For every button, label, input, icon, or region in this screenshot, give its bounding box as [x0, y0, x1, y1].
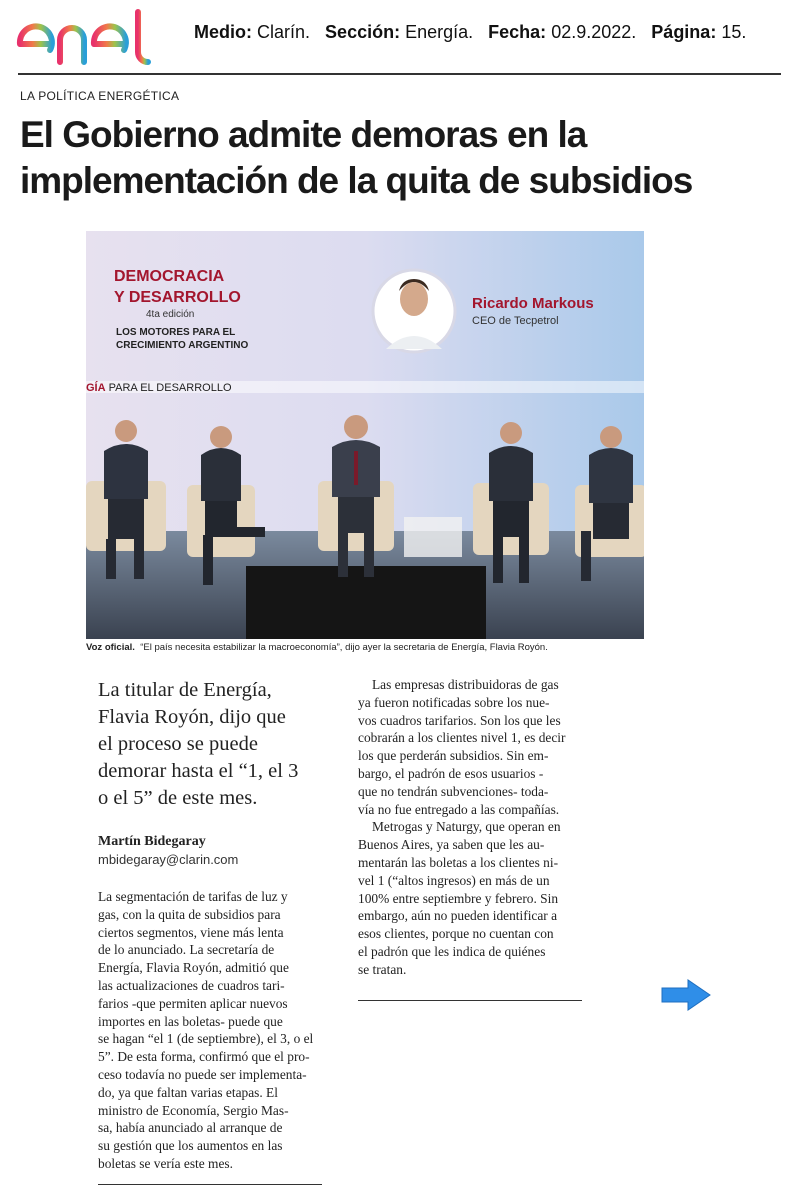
body-line: su gestión que los aumentos en las — [98, 1138, 283, 1154]
caption-text: “El país necesita estabilizar la macroeconomía”, dijo ayer la secretaria de Energía, Flavia Royón. — [140, 642, 548, 653]
body-line: do, ya que faltan varias etapas. El — [98, 1084, 278, 1100]
headline-line: El Gobierno admite demoras en la — [20, 114, 587, 155]
medio-label: Medio: — [194, 22, 252, 42]
body-line: se tratan. — [358, 961, 407, 977]
article-deck — [98, 677, 330, 812]
body-line: ciertos segmentos, viene más lenta — [98, 924, 284, 940]
body-line: embargo, aún no pueden identificar a — [358, 908, 558, 924]
body-line: La segmentación de tarifas de luz y — [98, 889, 288, 904]
body-line: se hagan “el 1 (de septiembre), el 3, o el — [98, 1031, 314, 1047]
body-line: vía no fue entregado a las compañías. — [358, 801, 560, 817]
body-line: ceso todavía no puede ser implementa- — [98, 1066, 307, 1082]
fecha-label: Fecha: — [488, 22, 547, 42]
medio-value: Clarín. — [257, 22, 311, 42]
body-line: que no tendrán subvenciones- toda- — [358, 783, 549, 799]
deck-line: el proceso se puede — [98, 733, 258, 755]
body-line: las actualizaciones de cuadros tari- — [98, 977, 285, 993]
enel-logo — [14, 6, 174, 68]
seccion-value: Energía. — [405, 22, 474, 42]
body-line: de lo anunciado. La secretaría de — [98, 942, 275, 958]
next-page-arrow-icon[interactable] — [660, 978, 712, 1012]
author-email[interactable]: mbidegaray@clarin.com — [98, 852, 239, 867]
body-column-2 — [358, 676, 586, 979]
body-line: cobrarán a los clientes nivel 1, es decir — [358, 730, 566, 746]
fecha-value: 02.9.2022. — [551, 22, 637, 42]
body-line: vel 1 (“altos ingresos) en más de un — [358, 872, 550, 888]
body-line: mentarán las boletas a los clientes ni- — [358, 854, 559, 870]
body-line: ya fueron notificadas sobre los nue- — [358, 694, 550, 710]
speaker-role: CEO de Tecpetrol — [472, 315, 559, 327]
pagina-value: 15. — [721, 22, 747, 42]
body-line: Buenos Aires, ya saben que les au- — [358, 837, 545, 853]
clipping-metadata — [194, 22, 746, 43]
screen-band-text: GÍA PARA EL DESARROLLO — [86, 382, 232, 394]
column-end-rule — [98, 1184, 322, 1185]
deck-line: demorar hasta el “1, el 3 — [98, 760, 299, 782]
screen-edition: 4ta edición — [146, 309, 195, 320]
body-line: Las empresas distribuidoras de gas — [372, 677, 559, 692]
event-photo — [86, 231, 644, 639]
seccion-label: Sección: — [325, 22, 401, 42]
screen-subtitle: CRECIMIENTO ARGENTINO — [116, 340, 249, 351]
body-line: bargo, el padrón de esos usuarios - — [358, 765, 544, 781]
header-divider — [18, 73, 781, 75]
pagina-label: Página: — [651, 22, 717, 42]
deck-line: Flavia Royón, dijo que — [98, 706, 286, 728]
body-line: sa, había anunciado al arranque de — [98, 1120, 283, 1136]
body-line: boletas se vería este mes. — [98, 1155, 233, 1171]
body-line: Energía, Flavia Royón, admitió que — [98, 960, 289, 976]
body-line: vos cuadros tarifarios. Son los que les — [358, 712, 561, 728]
column-end-rule — [358, 1000, 582, 1001]
body-line: 100% entre septiembre y febrero. Sin — [358, 890, 559, 906]
screen-title: DEMOCRACIA — [114, 268, 225, 285]
body-line: farios -que permiten aplicar nuevos — [98, 995, 288, 1011]
caption-label: Voz oficial. — [86, 642, 135, 653]
deck-line: La titular de Energía, — [98, 679, 272, 701]
body-column-1 — [98, 888, 328, 1173]
body-line: 5”. De esta forma, confirmó que el pro- — [98, 1049, 310, 1065]
screen-subtitle: LOS MOTORES PARA EL — [116, 327, 236, 338]
screen-title: Y DESARROLLO — [114, 289, 241, 306]
deck-line: o el 5” de este mes. — [98, 787, 258, 809]
body-line: esos clientes, porque no cuentan con — [358, 926, 554, 942]
photo-caption — [86, 642, 646, 653]
author-name: Martín Bidegaray — [98, 834, 206, 849]
headline-line: implementación de la quita de subsidios — [20, 160, 693, 201]
body-line: importes en las boletas- puede que — [98, 1013, 283, 1029]
body-line: Metrogas y Naturgy, que operan en — [372, 819, 561, 835]
speaker-name: Ricardo Markous — [472, 295, 594, 312]
section-label: LA POLÍTICA ENERGÉTICA — [20, 89, 180, 103]
body-line: ministro de Economía, Sergio Mas- — [98, 1102, 289, 1118]
body-line: el padrón que les indica de quiénes — [358, 943, 546, 959]
headline — [20, 112, 790, 204]
body-line: los que perderán subsidios. Sin em- — [358, 748, 549, 764]
body-line: gas, con la quita de subsidios para — [98, 906, 281, 922]
